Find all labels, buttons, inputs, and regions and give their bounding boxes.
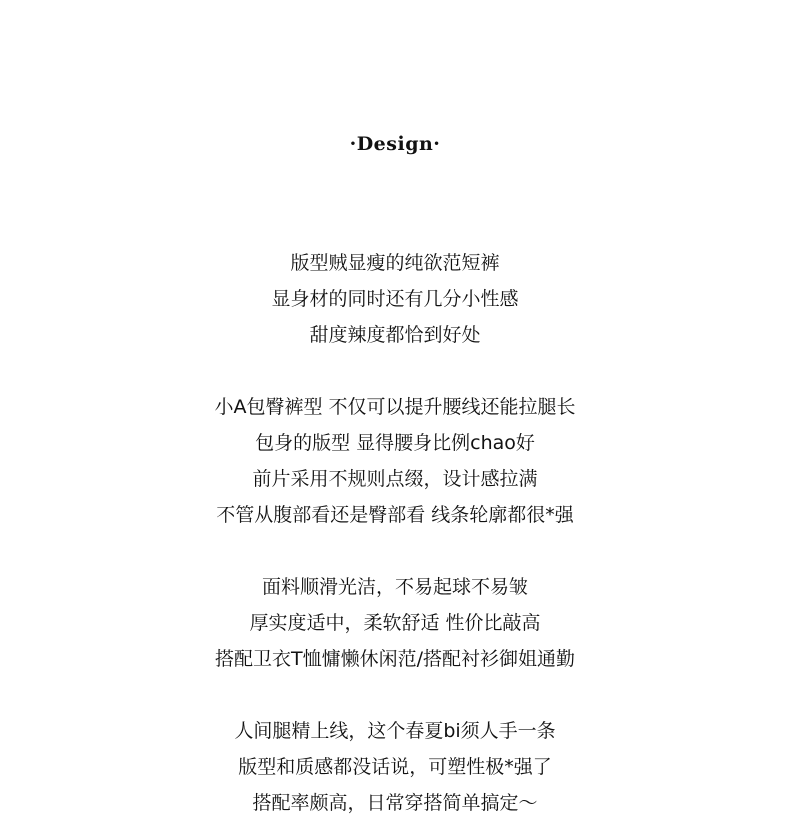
paragraph-style (0, 245, 790, 353)
text-line: 人间腿精上线，这个春夏bi须人手一条 (234, 720, 556, 742)
text-line: 甜度辣度都恰到好处 (309, 324, 481, 346)
paragraph-fabric (0, 569, 790, 677)
paragraph-cut (0, 389, 790, 533)
text-line: 厚实度适中，柔软舒适 性价比敲高 (249, 612, 541, 634)
paragraph-summary (0, 713, 790, 821)
text-line: 包身的版型 显得腰身比例chao好 (255, 432, 535, 454)
text-line: 显身材的同时还有几分小性感 (271, 288, 519, 310)
text-line: 版型贼显瘦的纯欲范短裤 (290, 252, 500, 274)
text-line: 前片采用不规则点缀，设计感拉满 (252, 468, 538, 490)
text-line: 小A包臀裤型 不仅可以提升腰线还能拉腿长 (214, 396, 576, 418)
text-line: 不管从腹部看还是臀部看 线条轮廓都很*强 (216, 504, 574, 526)
text-line: 版型和质感都没话说，可塑性极*强了 (238, 756, 552, 778)
text-line: 面料顺滑光洁，不易起球不易皱 (261, 576, 528, 598)
design-heading: ·Design· (349, 133, 441, 155)
text-line: 搭配卫衣T恤慵懒休闲范/搭配衬衫御姐通勤 (214, 648, 575, 670)
text-line: 搭配率颇高，日常穿搭简单搞定～ (252, 792, 538, 814)
